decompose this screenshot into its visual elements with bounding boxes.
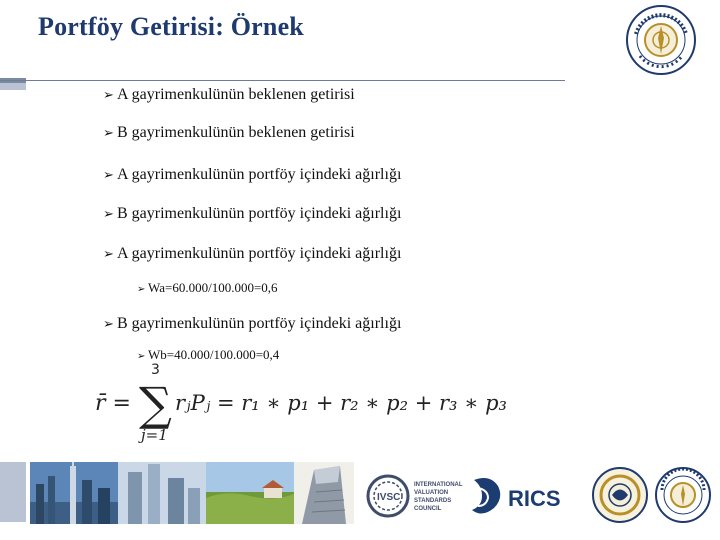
- ivsc-logo: [366, 472, 478, 520]
- formula-rhs: rⱼPⱼ = r₁ ∗ p₁ + r₂ ∗ p₂ + r₃ ∗ p₃: [175, 391, 507, 415]
- sub-bullet-item: [137, 347, 279, 363]
- landscape-photo: [206, 462, 294, 524]
- bullet-item: [103, 166, 401, 184]
- bullet-text: B gayrimenkulünün portföy içindeki ağırlığı: [117, 205, 402, 222]
- bullet-text: A gayrimenkulünün beklenen getirisi: [117, 86, 355, 103]
- ivsc-long-label-2: VALUATION: [414, 490, 449, 496]
- modern-building-photo: [294, 462, 354, 524]
- bullet-text: B gayrimenkulünün beklenen getirisi: [117, 124, 355, 141]
- arrow-bullet-icon: ➢: [103, 126, 114, 141]
- arrow-bullet-icon: ➢: [103, 168, 114, 183]
- faculty-seal-logo: [592, 464, 648, 526]
- skyscrapers-photo: [118, 462, 206, 524]
- portfolio-return-formula: [95, 362, 515, 444]
- ivsc-short-label: IVSC: [377, 492, 401, 503]
- arrow-bullet-icon: ➢: [103, 88, 114, 103]
- bullet-text: A gayrimenkulünün portföy içindeki ağırlığı: [117, 166, 402, 183]
- bullet-text: B gayrimenkulünün portföy içindeki ağırlığı: [117, 315, 402, 332]
- bullet-text: A gayrimenkulünün portföy içindeki ağırlığı: [117, 245, 402, 262]
- bullet-item: [103, 315, 401, 333]
- ivsc-long-label-4: COUNCIL: [414, 506, 442, 512]
- bullet-item: [103, 124, 355, 142]
- bullet-text: Wa=60.000/100.000=0,6: [148, 280, 278, 295]
- bullet-text: Wb=40.000/100.000=0,4: [148, 347, 280, 362]
- bullet-item: [103, 205, 401, 223]
- sum-upper-limit: 3: [151, 362, 160, 378]
- ivsc-long-label-3: STANDARDS: [414, 498, 452, 504]
- bullet-item: [103, 86, 355, 104]
- sub-bullet-item: [137, 280, 278, 296]
- ivsc-long-label-1: INTERNATIONAL: [414, 482, 463, 488]
- formula-lhs: r̄ =: [95, 391, 131, 416]
- arrow-bullet-icon: ➢: [103, 247, 114, 262]
- sum-lower-limit: j=1: [141, 426, 168, 444]
- title-rule: [0, 80, 565, 81]
- city-skyline-photo: [30, 462, 118, 524]
- university-seal-logo: [622, 4, 700, 76]
- sum-symbol: ∑: [139, 377, 172, 431]
- arrow-bullet-icon: ➢: [103, 317, 114, 332]
- left-accent-bar-bottom: [0, 462, 26, 522]
- bullet-item: [103, 245, 401, 263]
- arrow-bullet-icon: ➢: [137, 351, 146, 362]
- arrow-bullet-icon: ➢: [103, 207, 114, 222]
- footer-logos: [360, 462, 715, 528]
- rics-logo: [468, 474, 580, 518]
- arrow-bullet-icon: ➢: [137, 284, 146, 295]
- slide-title: Portföy Getirisi: Örnek: [38, 12, 304, 41]
- rics-label: RICS: [508, 486, 561, 511]
- university-seal-logo-footer: [654, 464, 712, 526]
